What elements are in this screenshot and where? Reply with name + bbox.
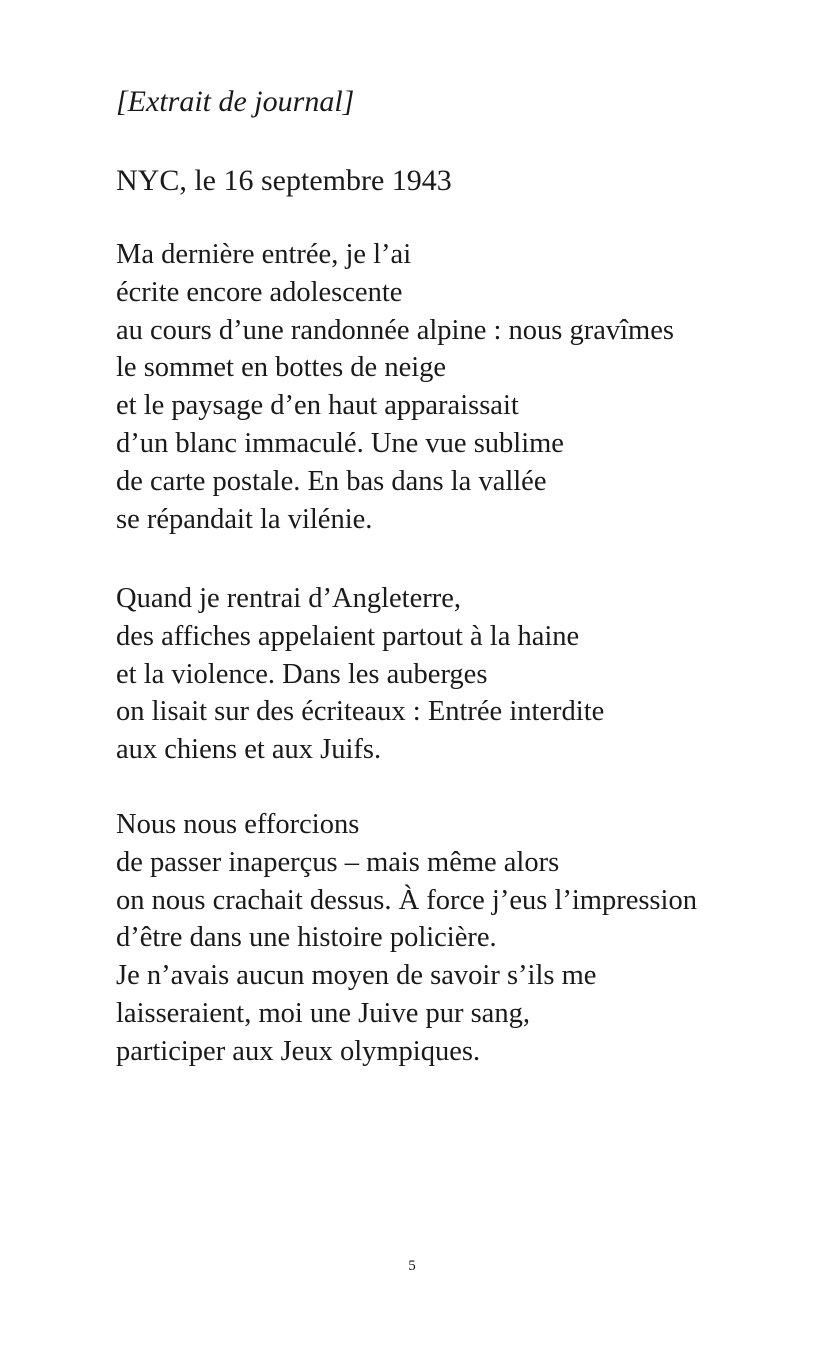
poem-line: participer aux Jeux olympiques.	[116, 1035, 481, 1067]
page-number: 5	[408, 1258, 416, 1274]
poem-line: se répandait la vilénie.	[116, 503, 373, 535]
poem-line: de carte postale. En bas dans la vallée	[116, 465, 547, 497]
journal-heading: [Extrait de journal]	[116, 85, 355, 118]
poem-line: et la violence. Dans les auberges	[116, 658, 488, 690]
poem-line: on lisait sur des écriteaux : Entrée interdite	[116, 696, 605, 728]
poem-line: on nous crachait dessus. À force j’eus l’impression	[116, 884, 697, 916]
poem-line: le sommet en bottes de neige	[116, 352, 447, 384]
poem-line: d’un blanc immaculé. Une vue sublime	[116, 427, 564, 459]
poem-line: Je n’avais aucun moyen de savoir s’ils me	[116, 960, 597, 992]
poem-line: laisseraient, moi une Juive pur sang,	[116, 997, 530, 1029]
poem-line: des affiches appelaient partout à la haine	[116, 620, 580, 652]
poem-line: aux chiens et aux Juifs.	[116, 734, 382, 766]
poem-line: de passer inaperçus – mais même alors	[116, 846, 560, 878]
poem-line: au cours d’une randonnée alpine : nous gravîmes	[116, 314, 674, 346]
stanza-1	[116, 236, 674, 538]
poem-line: écrite encore adolescente	[116, 276, 403, 308]
poem-line: et le paysage d’en haut apparaissait	[116, 390, 519, 422]
stanza-2	[116, 580, 604, 769]
stanza-3	[116, 806, 697, 1071]
poem-line: Quand je rentrai d’Angleterre,	[116, 583, 462, 614]
date-line: NYC, le 16 septembre 1943	[116, 164, 452, 197]
poem-line: Ma dernière entrée, je l’ai	[116, 239, 412, 270]
poem-line: d’être dans une histoire policière.	[116, 922, 497, 954]
poem-line: Nous nous efforcions	[116, 809, 360, 840]
